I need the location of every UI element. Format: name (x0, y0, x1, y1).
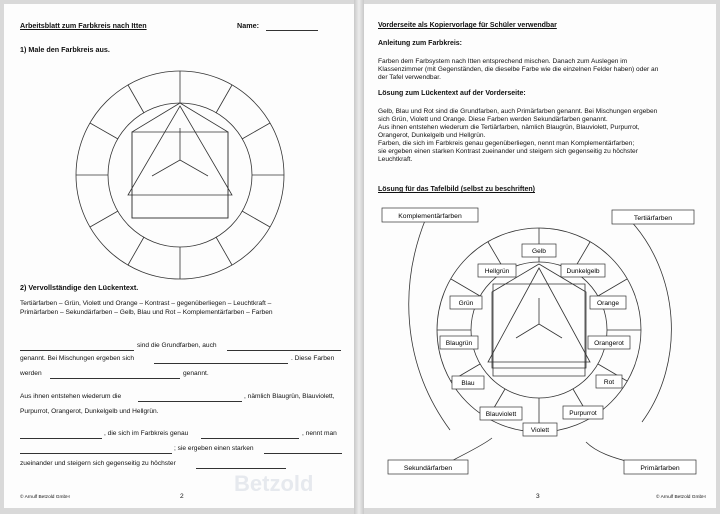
category-box-primary (624, 460, 696, 474)
instructions-line-2: Klassenzimmer (mit Gegenständen, die dieselbe Farbe wie die einzelnen Felder haben) oder an (378, 66, 659, 73)
cloze-text-2a: genannt. Bei Mischungen ergeben sich (20, 355, 135, 362)
segment-violett (523, 423, 557, 436)
wheel-segment-dividers (76, 71, 284, 279)
segment-orangerot (588, 336, 630, 349)
cloze-text-6a: , die sich im Farbkreis genau (104, 430, 189, 437)
solution-line-6: sie ergeben einen starken Kontrast zueinander und steigern sich gegenseitig zu höchster (378, 148, 638, 155)
book-gutter (354, 0, 364, 514)
blank-10 (196, 468, 286, 469)
cloze-text-4a: Aus ihnen entstehen wiederum die (20, 393, 122, 400)
solution-heading: Lösung zum Lückentext auf der Vorderseite: (378, 90, 526, 97)
blank-7 (201, 438, 299, 439)
segment-gelb (522, 244, 556, 257)
blank-9 (264, 453, 342, 454)
complementary-connector (409, 218, 450, 430)
solution-line-2: sich Grün, Violett und Orange. Diese Farben werden Sekundärfarben genannt. (378, 116, 608, 123)
worksheet-page-left (4, 4, 354, 508)
blank-1 (20, 350, 134, 351)
label-rot: Rot (603, 379, 615, 386)
segment-blauviolett (480, 407, 522, 420)
category-box-secondary (388, 460, 468, 474)
instructions-line-3: der Tafel verwendbar. (378, 74, 441, 81)
cloze-text-4b: , nämlich Blaugrün, Blauviolett, (244, 393, 335, 400)
blank-4 (50, 378, 180, 379)
category-box-tertiary (612, 210, 694, 224)
label-primary: Primärfarben (640, 465, 680, 472)
word-bank-line-2: Primärfarben – Sekundärfarben – Gelb, Blau und Rot – Komplementärfarben – Farben (20, 309, 273, 316)
page-number-left: 2 (180, 493, 184, 500)
solution-color-wheel-diagram (380, 202, 706, 480)
task-1-heading: 1) Male den Farbkreis aus. (20, 45, 110, 54)
cloze-text-3b: genannt. (183, 370, 209, 377)
segment-hellgruen (478, 264, 516, 277)
blank-3 (154, 363, 288, 364)
label-tertiary: Tertiärfarben (633, 215, 673, 222)
segment-rot (596, 375, 622, 388)
label-hellgruen: Hellgrün (484, 268, 510, 275)
copy-template-heading: Vorderseite als Kopiervorlage für Schüler verwendbar (378, 22, 557, 29)
cloze-text-1a: sind die Grundfarben, auch (137, 342, 217, 349)
blank-color-wheel (72, 70, 288, 280)
segment-orange (590, 296, 626, 309)
label-violett: Violett (530, 427, 550, 434)
label-dunkelgelb: Dunkelgelb (566, 268, 600, 275)
tertiary-connector (628, 218, 671, 422)
blank-5 (138, 401, 242, 402)
copyright-left: © Arnulf Betzold GmbH (20, 495, 70, 500)
page-number-right: 3 (536, 493, 540, 500)
task-2-heading: 2) Vervollständige den Lückentext. (20, 283, 139, 292)
cloze-text-6b: , nennt man (302, 430, 337, 437)
cloze-text-5: Purpurrot, Orangerot, Dunkelgelb und Hellgrün. (20, 408, 159, 415)
segment-gruen (450, 296, 482, 309)
solution-wheel-inner-ring (471, 262, 607, 398)
solution-line-5: Farben, die sich im Farbkreis genau gegenüberliegen, nennt man Komplementärfarben; (378, 140, 635, 147)
label-orangerot: Orangerot (594, 340, 624, 347)
instructions-heading: Anleitung zum Farbkreis: (378, 40, 463, 47)
label-complementary: Komplementärfarben (398, 213, 462, 220)
cloze-text-8a: zueinander und steigern sich gegenseitig zu höchster (20, 460, 176, 467)
inner-pentagon (132, 103, 228, 218)
label-blauviolett: Blauviolett (485, 411, 517, 418)
label-blaugruen: Blaugrün (445, 340, 473, 347)
name-label: Name: (237, 21, 259, 30)
worksheet-title: Arbeitsblatt zum Farbkreis nach Itten (20, 21, 147, 30)
label-purpurrot: Purpurrot (569, 410, 597, 417)
label-secondary: Sekundärfarben (403, 465, 453, 472)
label-gelb: Gelb (532, 248, 546, 255)
category-box-complementary (382, 208, 478, 222)
blank-2 (227, 350, 341, 351)
solution-line-1: Gelb, Blau und Rot sind die Grundfarben, auch Primärfarben genannt. Bei Mischungen ergeben (378, 108, 658, 115)
cloze-text-7a: ; sie ergeben einen starken (174, 445, 254, 452)
solution-line-3: Aus ihnen entstehen wiederum die Tertiärfarben, nämlich Blaugrün, Blauviolett, Purpurrot, (378, 124, 640, 131)
cloze-text-2b: . Diese Farben (291, 355, 335, 362)
segment-dunkelgelb (561, 264, 605, 277)
label-gruen: Grün (458, 300, 474, 307)
segment-purpurrot (563, 406, 603, 419)
label-blau: Blau (461, 380, 475, 387)
segment-blaugruen (440, 336, 478, 349)
cloze-text-3a: werden (20, 370, 42, 377)
name-line (266, 30, 318, 31)
word-bank-line-1: Tertiärfarben – Grün, Violett und Orange – Kontrast – gegenüberliegen – Leuchtkraft – (20, 300, 272, 307)
wheel-inner-ring (108, 103, 252, 247)
blank-6 (20, 438, 102, 439)
betzold-watermark: Betzold (234, 471, 314, 496)
label-orange: Orange (597, 300, 619, 307)
solution-line-7: Leuchtkraft. (378, 156, 413, 163)
worksheet-page-right (364, 4, 716, 508)
blank-8 (20, 453, 172, 454)
instructions-line-1: Farben dem Farbsystem nach Itten entsprechend mischen. Danach zum Auslegen im (378, 58, 628, 65)
board-heading: Lösung für das Tafelbild (selbst zu beschriften) (378, 186, 535, 193)
solution-line-4: Orangerot, Dunkelgelb und Hellgrün. (378, 132, 486, 139)
copyright-right: © Arnulf Betzold GmbH (656, 495, 706, 500)
segment-blau (452, 376, 484, 389)
solution-wheel-dividers (437, 228, 641, 432)
